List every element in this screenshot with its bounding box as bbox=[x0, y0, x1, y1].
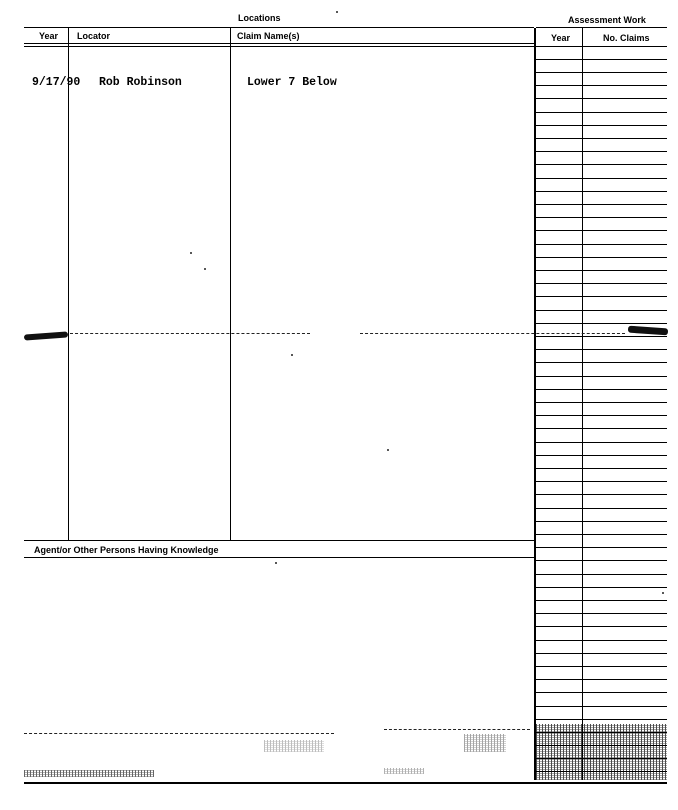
scan-noise bbox=[464, 734, 506, 752]
aw-row-line bbox=[536, 310, 667, 311]
entry-claim-name: Lower 7 Below bbox=[247, 76, 337, 89]
bottom-dashed-line-right bbox=[384, 729, 530, 730]
aw-row-line bbox=[536, 428, 667, 429]
aw-row-line bbox=[536, 468, 667, 469]
locator-claim-divider bbox=[230, 28, 231, 540]
aw-row-line bbox=[536, 719, 667, 720]
aw-row-line bbox=[536, 283, 667, 284]
entry-locator: Rob Robinson bbox=[99, 76, 182, 89]
locations-header: Locations bbox=[238, 13, 281, 23]
aw-row-line bbox=[536, 706, 667, 707]
aw-row-line bbox=[536, 560, 667, 561]
scan-noise bbox=[264, 740, 324, 752]
aw-row-line bbox=[536, 508, 667, 509]
scan-speck bbox=[190, 252, 192, 254]
aw-row-line bbox=[536, 244, 667, 245]
aw-row-line bbox=[536, 494, 667, 495]
aw-row-line bbox=[536, 257, 667, 258]
aw-row-line bbox=[536, 85, 667, 86]
aw-header-top-rule bbox=[536, 27, 667, 28]
aw-year-claims-divider bbox=[582, 28, 583, 780]
aw-row-line bbox=[536, 574, 667, 575]
right-margin-mark bbox=[628, 326, 668, 336]
left-margin-mark bbox=[24, 331, 68, 340]
aw-row-line bbox=[536, 679, 667, 680]
aw-row-line bbox=[536, 547, 667, 548]
aw-row-line bbox=[536, 164, 667, 165]
aw-row-line bbox=[536, 138, 667, 139]
aw-row-line bbox=[536, 204, 667, 205]
aw-row-line bbox=[536, 653, 667, 654]
aw-row-line bbox=[536, 270, 667, 271]
agent-section-label: Agent/or Other Persons Having Knowledge bbox=[34, 545, 219, 555]
aw-year-column-header: Year bbox=[551, 33, 571, 43]
year-column-header: Year bbox=[39, 31, 59, 41]
assessment-work-header: Assessment Work bbox=[568, 15, 646, 25]
fold-line-left bbox=[70, 333, 310, 334]
agent-section-top-rule bbox=[24, 540, 534, 541]
aw-row-line bbox=[536, 613, 667, 614]
scan-noise-corner bbox=[536, 724, 667, 780]
entry-year: 9/17/90 bbox=[32, 76, 81, 89]
claim-names-column-header: Claim Name(s) bbox=[237, 31, 300, 41]
scan-noise bbox=[384, 768, 424, 774]
aw-row-line bbox=[536, 376, 667, 377]
aw-row-line bbox=[536, 191, 667, 192]
header-bottom-rule-2 bbox=[24, 46, 534, 47]
aw-row-line bbox=[536, 323, 667, 324]
scan-noise-bottom-left bbox=[24, 770, 154, 777]
aw-row-line bbox=[536, 230, 667, 231]
year-locator-divider bbox=[68, 28, 69, 540]
header-top-rule bbox=[24, 27, 534, 28]
header-bottom-rule bbox=[24, 43, 534, 44]
aw-row-line bbox=[536, 666, 667, 667]
aw-row-line bbox=[536, 349, 667, 350]
aw-row-line bbox=[536, 217, 667, 218]
aw-row-line bbox=[536, 178, 667, 179]
aw-row-line bbox=[536, 692, 667, 693]
aw-row-line bbox=[536, 112, 667, 113]
scan-speck bbox=[291, 354, 293, 356]
aw-row-line bbox=[536, 587, 667, 588]
fold-line-right bbox=[360, 333, 625, 334]
aw-row-line bbox=[536, 72, 667, 73]
scan-speck bbox=[662, 592, 664, 594]
aw-row-line bbox=[536, 640, 667, 641]
aw-row-line bbox=[536, 534, 667, 535]
aw-row-line bbox=[536, 151, 667, 152]
aw-row-line bbox=[536, 46, 667, 47]
aw-row-line bbox=[536, 600, 667, 601]
aw-row-line bbox=[536, 415, 667, 416]
main-aw-divider bbox=[534, 28, 536, 780]
scan-speck bbox=[336, 11, 338, 13]
aw-row-line bbox=[536, 98, 667, 99]
locator-column-header: Locator bbox=[77, 31, 111, 41]
aw-row-line bbox=[536, 455, 667, 456]
aw-row-line bbox=[536, 389, 667, 390]
aw-row-line bbox=[536, 296, 667, 297]
scan-speck bbox=[387, 449, 389, 451]
aw-row-line bbox=[536, 521, 667, 522]
aw-row-line bbox=[536, 402, 667, 403]
aw-row-line bbox=[536, 442, 667, 443]
aw-row-line bbox=[536, 125, 667, 126]
aw-row-line bbox=[536, 481, 667, 482]
scan-speck bbox=[275, 562, 277, 564]
agent-section-label-rule bbox=[24, 557, 534, 558]
bottom-dashed-line bbox=[24, 733, 334, 734]
aw-row-line bbox=[536, 59, 667, 60]
aw-row-line bbox=[536, 336, 667, 337]
aw-row-line bbox=[536, 362, 667, 363]
aw-row-line bbox=[536, 626, 667, 627]
bottom-rule bbox=[24, 782, 667, 784]
aw-no-claims-column-header: No. Claims bbox=[603, 33, 650, 43]
scan-speck bbox=[204, 268, 206, 270]
